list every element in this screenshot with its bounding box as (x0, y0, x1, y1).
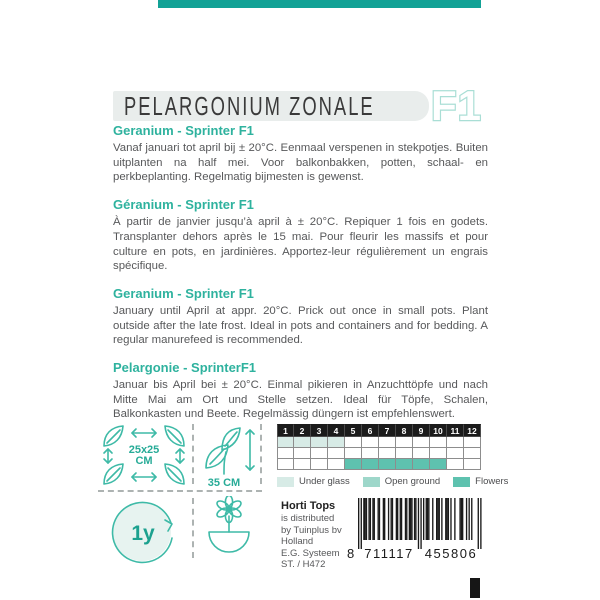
barcode-digit-left: 711117 (364, 546, 414, 560)
section-body-en: January until April at appr. 20°C. Prick out once in small pots. Plant outside after the late frost. Ideal in pots and containers and for bedding. A regular manurefeed is recommended. (113, 304, 488, 347)
calendar-cell (345, 448, 362, 459)
calendar-cell (328, 459, 345, 470)
month-header-cell: 3 (311, 424, 328, 437)
legend-flowers (453, 476, 508, 487)
distributor-line: Holland (281, 536, 314, 547)
section-body-fr: À partir de janvier jusqu’à april à ± 20°C. Repiquer 1 fois en godets. Transplanter dehors après le 15 mai. Pour fleurir les massifs et pour culture en pots, en jardinières. Apportez-leur régulièrement un engrais spécifique. (113, 216, 488, 273)
calendar-table (277, 424, 481, 470)
calendar-row-open-ground (277, 448, 481, 459)
calendar-cell (345, 437, 362, 448)
plant-spacing-icon (98, 422, 190, 488)
calendar-cell (396, 437, 413, 448)
page-title: PELARGONIUM ZONALE (124, 90, 375, 120)
barcode-digit-lead: 8 (347, 546, 356, 560)
annual-cycle-icon (102, 496, 186, 564)
flower-pot-icon (198, 496, 260, 564)
month-header-cell: 2 (294, 424, 311, 437)
calendar-cell (328, 437, 345, 448)
calendar-cell (345, 459, 362, 470)
divider (192, 498, 194, 558)
month-header-cell: 11 (447, 424, 464, 437)
height-label: 35 CM (207, 477, 241, 488)
description-sections (113, 123, 488, 434)
month-header-cell: 10 (430, 424, 447, 437)
distributor-line: ST. / H472 (281, 559, 326, 570)
calendar-cell (447, 448, 464, 459)
cycle-label: 1y (131, 522, 155, 545)
plant-height-icon (198, 422, 258, 488)
calendar-cell (294, 459, 311, 470)
legend-open-ground (363, 476, 440, 487)
distributor-line: is distributed (281, 513, 335, 524)
ean-barcode (344, 498, 486, 565)
calendar-cell (447, 459, 464, 470)
calendar-cell (328, 448, 345, 459)
section-french (113, 197, 488, 274)
divider (192, 424, 194, 484)
calendar-cell (294, 437, 311, 448)
under-glass-swatch (277, 477, 294, 487)
spacing-value-label: 25x25 (128, 444, 160, 456)
calendar-cell (430, 448, 447, 459)
legend-label: Flowers (475, 476, 509, 487)
calendar-cell (379, 448, 396, 459)
barcode-digit-right: 455806 (424, 546, 478, 560)
calendar-cell (447, 437, 464, 448)
calendar-cell (294, 448, 311, 459)
calendar-cell (379, 437, 396, 448)
calendar-cell (311, 448, 328, 459)
calendar-cell (362, 459, 379, 470)
month-header-cell: 6 (362, 424, 379, 437)
month-header-cell: 7 (379, 424, 396, 437)
section-heading-nl: Geranium - Sprinter F1 (113, 123, 254, 138)
calendar-cell (277, 448, 294, 459)
section-german (113, 360, 488, 422)
legend-label: Under glass (299, 476, 350, 487)
spacing-unit-label: CM (135, 455, 153, 467)
calendar-row-under-glass (277, 437, 481, 448)
distributor-brand: Horti Tops (281, 500, 336, 512)
month-header-cell: 12 (464, 424, 481, 437)
calendar-cell (362, 448, 379, 459)
calendar-cell (430, 437, 447, 448)
month-header-cell: 8 (396, 424, 413, 437)
calendar-cell (277, 459, 294, 470)
calendar-cell (430, 459, 447, 470)
barcode-bars (358, 498, 482, 549)
section-heading-en: Geranium - Sprinter F1 (113, 285, 254, 301)
calendar-cell (464, 448, 481, 459)
calendar-legend (277, 476, 521, 487)
legend-under-glass (277, 476, 350, 487)
calendar-cell (464, 437, 481, 448)
legend-label: Open ground (384, 476, 441, 487)
open-ground-swatch (363, 477, 380, 487)
month-header-cell: 4 (328, 424, 345, 437)
print-registration-mark (470, 578, 480, 598)
section-dutch (113, 123, 488, 185)
divider (260, 424, 262, 484)
calendar-cell (311, 437, 328, 448)
month-header-cell: 5 (345, 424, 362, 437)
calendar-cell (379, 459, 396, 470)
section-body-nl: Vanaf januari tot april bij ± 20°C. Eenmaal verspenen in stekpotjes. Buiten uitplanten na half mei. Voor balkonbakken, potten, schaal- en perkbeplanting. Regelmatig bijmesten is gewenst. (113, 142, 488, 184)
distributor-line: E.G. Systeem (281, 547, 340, 559)
barcode-svg (344, 498, 486, 560)
calendar-cell (413, 448, 430, 459)
calendar-cell (277, 437, 294, 448)
section-body-de: Januar bis April bei ± 20°C. Einmal pikieren in Anzuchttöpfe und nach Mitte Mai am Ort und Stelle setzen. Ideal für Töpfe, Schalen, Balkonkasten und Beete. Regelmässig düngern ist empfehlenswert. (113, 379, 488, 421)
title-bar (113, 91, 429, 121)
packet-fold-bar (158, 0, 481, 8)
culture-icon-grid (98, 420, 262, 566)
month-header-cell: 9 (413, 424, 430, 437)
calendar-cell (311, 459, 328, 470)
calendar-row-flowers (277, 459, 481, 470)
calendar-cell (413, 459, 430, 470)
calendar-cell (396, 459, 413, 470)
calendar-cell (413, 437, 430, 448)
divider (98, 490, 262, 492)
calendar-cell (464, 459, 481, 470)
section-heading-de: Pelargonie - SprinterF1 (113, 360, 257, 376)
calendar-cell (362, 437, 379, 448)
section-heading-fr: Géranium - Sprinter F1 (113, 197, 254, 213)
calendar-cell (396, 448, 413, 459)
f1-badge-text: F1 (431, 82, 483, 129)
section-english (113, 286, 488, 348)
distributor-line: by Tuinplus bv (281, 524, 342, 536)
flowers-swatch (453, 477, 470, 487)
month-header-cell: 1 (277, 424, 294, 437)
